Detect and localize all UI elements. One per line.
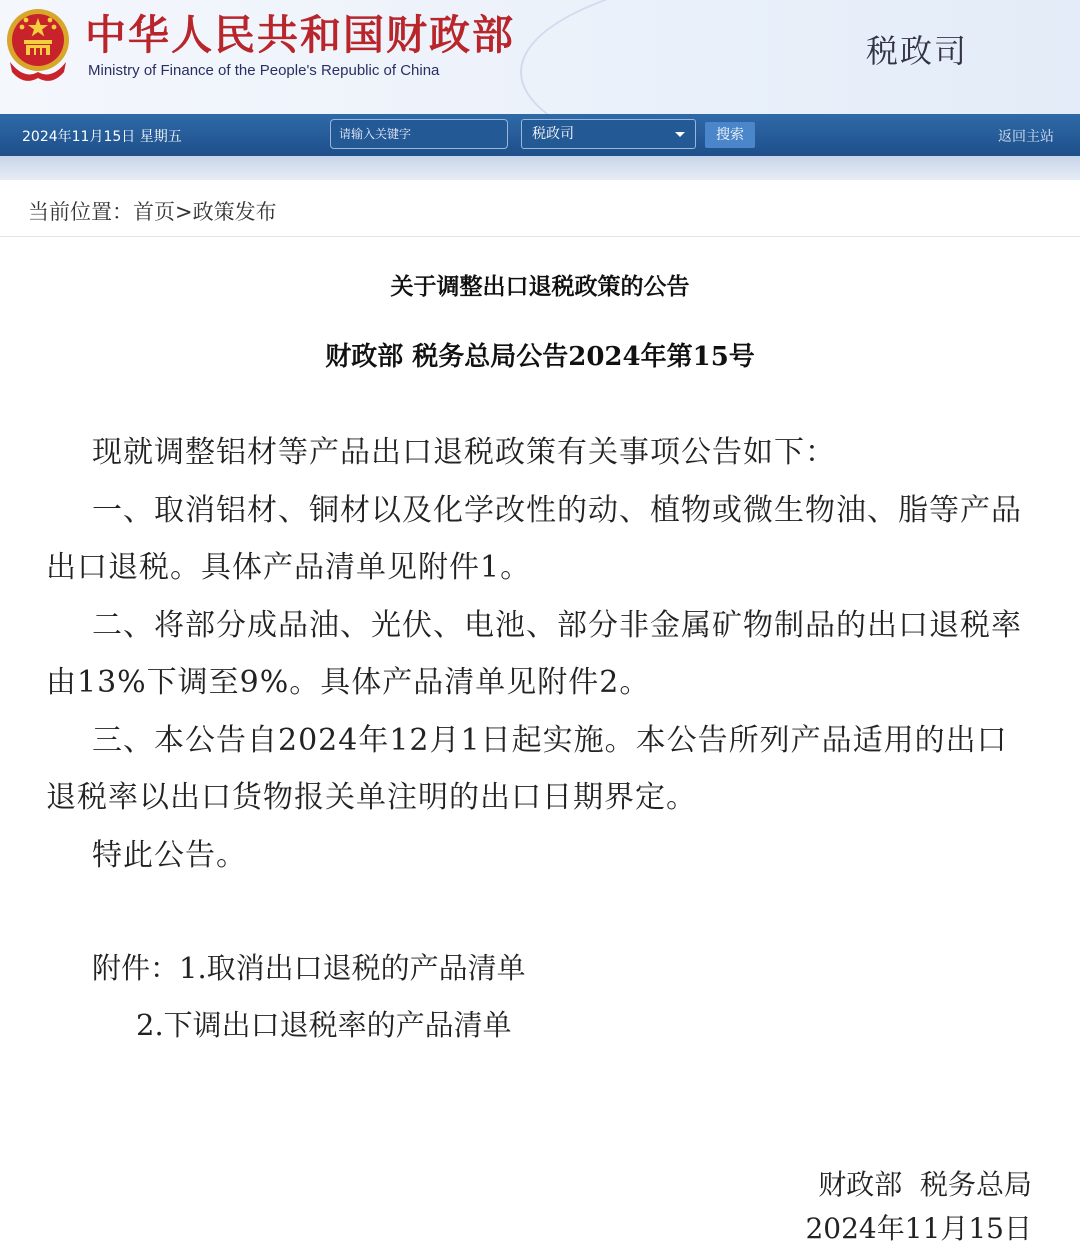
attachments-label: 附件：	[92, 951, 180, 985]
header-decoration	[520, 0, 1080, 114]
document-number: 财政部 税务总局公告2024年第15号	[325, 342, 755, 372]
paragraph-item-2: 二、将部分成品油、光伏、电池、部分非金属矿物制品的出口退税率由13%下调至9%。具体产品清单见附件2。	[46, 607, 1022, 700]
header-band	[0, 156, 1080, 180]
paragraph-item-3: 三、本公告自2024年12月1日起实施。本公告所列产品适用的出口退税率以出口货物报关单注明的出口日期界定。	[46, 722, 1008, 815]
signature-date: 2024年11月15日	[805, 1212, 1032, 1245]
search-input[interactable]	[330, 119, 508, 149]
paragraph-closing: 特此公告。	[92, 837, 247, 873]
search-scope-value: 税政司	[532, 126, 574, 142]
site-subtitle: Ministry of Finance of the People's Republic of China	[88, 62, 440, 79]
attachments	[92, 940, 526, 1054]
site-title: 中华人民共和国财政部	[85, 11, 515, 59]
breadcrumb-current-link[interactable]: 政策发布	[192, 200, 277, 224]
signatory: 财政部 税务总局	[818, 1168, 1032, 1201]
national-emblem-icon[interactable]	[4, 6, 72, 82]
search-button[interactable]: 搜索	[705, 122, 755, 148]
breadcrumb	[28, 196, 277, 226]
document-title: 关于调整出口退税政策的公告	[390, 274, 690, 300]
breadcrumb-prefix: 当前位置：	[28, 200, 133, 224]
paragraph-intro: 现就调整铝材等产品出口退税政策有关事项公告如下：	[92, 435, 836, 470]
top-nav-bar	[0, 114, 1080, 156]
attachment-row-2	[92, 997, 526, 1054]
attachment-row-1	[92, 940, 526, 997]
department-label: 税政司	[866, 32, 969, 70]
divider	[0, 236, 1080, 237]
site-header	[0, 0, 1080, 114]
signature-block	[805, 1163, 1032, 1251]
search-scope-select[interactable]	[521, 119, 696, 149]
attachment-link-2[interactable]: 2.下调出口退税率的产品清单	[136, 1008, 512, 1042]
document-body	[46, 424, 1036, 884]
current-date: 2024年11月15日 星期五	[22, 129, 182, 145]
paragraph-item-1: 一、取消铝材、铜材以及化学改性的动、植物或微生物油、脂等产品出口退税。具体产品清单见附件1。	[46, 492, 1022, 585]
breadcrumb-separator: >	[175, 200, 193, 224]
return-home-link[interactable]: 返回主站	[998, 129, 1054, 145]
attachment-link-1[interactable]: 1.取消出口退税的产品清单	[179, 951, 526, 985]
chevron-down-icon	[675, 132, 685, 137]
breadcrumb-home-link[interactable]: 首页	[133, 200, 175, 224]
